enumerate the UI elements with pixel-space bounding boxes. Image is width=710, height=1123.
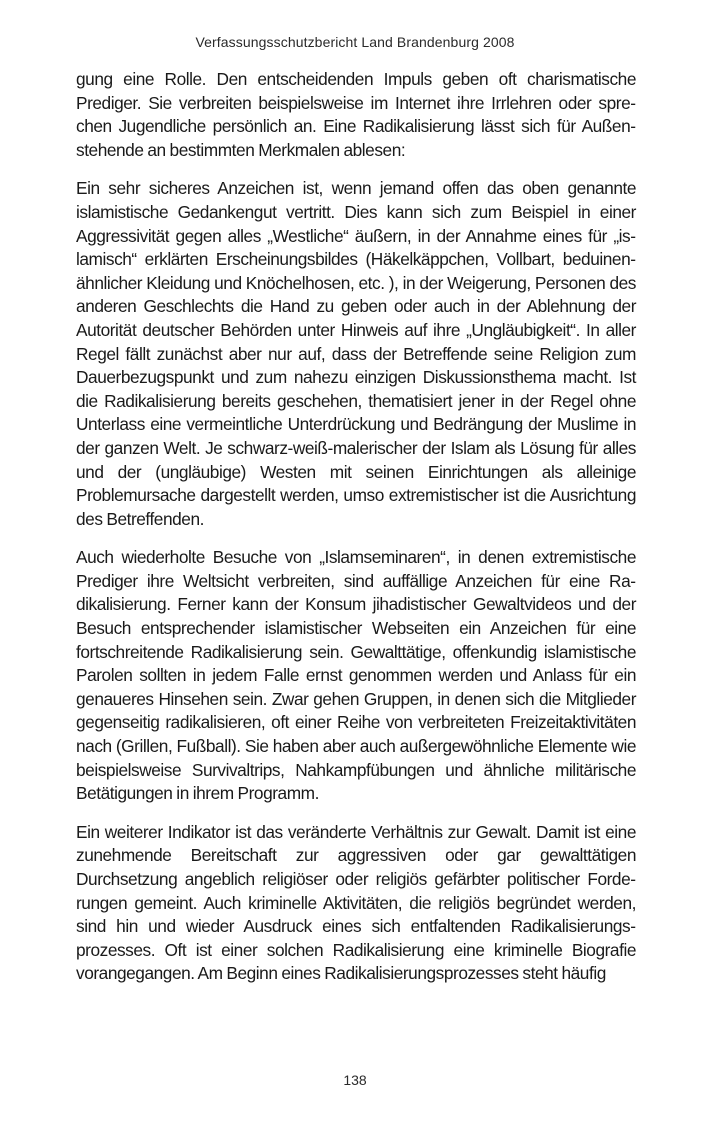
paragraph: gung eine Rolle. Den entscheidenden Impuls geben oft charismatische Prediger. Sie verbreiten beispielsweise im Internet ihre Irrlehren oder sprechen Jugendliche persönlich an. Eine Radikalisierung lässt sich für Außenstehende an bestimmten Merkmalen ablesen: xyxy=(76,69,636,160)
paragraph: Ein sehr sicheres Anzeichen ist, wenn jemand offen das oben genannte islamistische Gedankengut vertritt. Dies kann sich zum Beispiel in einer Aggressivität gegen alles „Westliche“ äußern, in der Annahme eines für „islamisch“ erklärten Erscheinungsbildes (Häkelkäppchen, Vollbart, beduinenähnlicher Kleidung und Knöchelhosen, etc. ), in der Weigerung, Personen des anderen Geschlechts die Hand zu geben oder auch in der Ablehnung der Autorität deutscher Behörden unter Hinweis auf ihre „Ungläubigkeit“. In aller Regel fällt zunächst aber nur auf, dass der Betreffende seine Religion zum Dauerbezugspunkt und zum nahezu einzigen Diskussionsthema macht. Ist die Radikalisierung bereits geschehen, thematisiert jener in der Regel ohne Unterlass eine vermeintliche Unterdrückung und Bedrängung der Muslime in der ganzen Welt. Je schwarz-weiß-malerischer der Islam als Lösung für alles und der (ungläubige) Westen mit seinen Einrichtungen als alleinige Problemursache dargestellt werden, umso extremistischer ist die Ausrichtung des Betreffenden. xyxy=(76,178,636,529)
running-header: Verfassungsschutzbericht Land Brandenburg 2008 xyxy=(195,34,515,50)
body-text xyxy=(76,68,636,1001)
paragraph: Ein weiterer Indikator ist das veränderte Verhältnis zur Gewalt. Damit ist eine zunehmende Bereitschaft zur aggressiven oder gar gewalttätigen Durchsetzung angeblich religiöser oder religiös gefärbter politischer Forderungen gemeint. Auch kriminelle Aktivitäten, die religiös begründet werden, sind hin und wieder Ausdruck eines sich entfaltenden Radikalisierungsprozesses. Oft ist einer solchen Radikalisierung eine kriminelle Biografie vorangegangen. Am Beginn eines Radikalisierungsprozesses steht häufig xyxy=(76,821,636,984)
page-number: 138 xyxy=(343,1072,367,1088)
paragraph: Auch wiederholte Besuche von „Islamseminaren“, in denen extremistische Prediger ihre Weltsicht verbreiten, sind auffällige Anzeichen für eine Radikalisierung. Ferner kann der Konsum jihadistischer Gewaltvideos und der Besuch entsprechender islamistischer Webseiten ein Anzeichen für eine fortschreitende Radikalisierung sein. Gewalttätige, offenkundig islamistische Parolen sollten in jedem Falle ernst genommen werden und Anlass für ein genaueres Hinsehen sein. Zwar gehen Gruppen, in denen sich die Mitglieder gegenseitig radikalisieren, oft einer Reihe von verbreiteten Freizeitaktivitäten nach (Grillen, Fußball). Sie haben aber auch außergewöhnliche Elemente wie beispielsweise Survivaltrips, Nahkampfübungen und ähnliche militärische Betätigungen in ihrem Programm. xyxy=(76,547,636,804)
